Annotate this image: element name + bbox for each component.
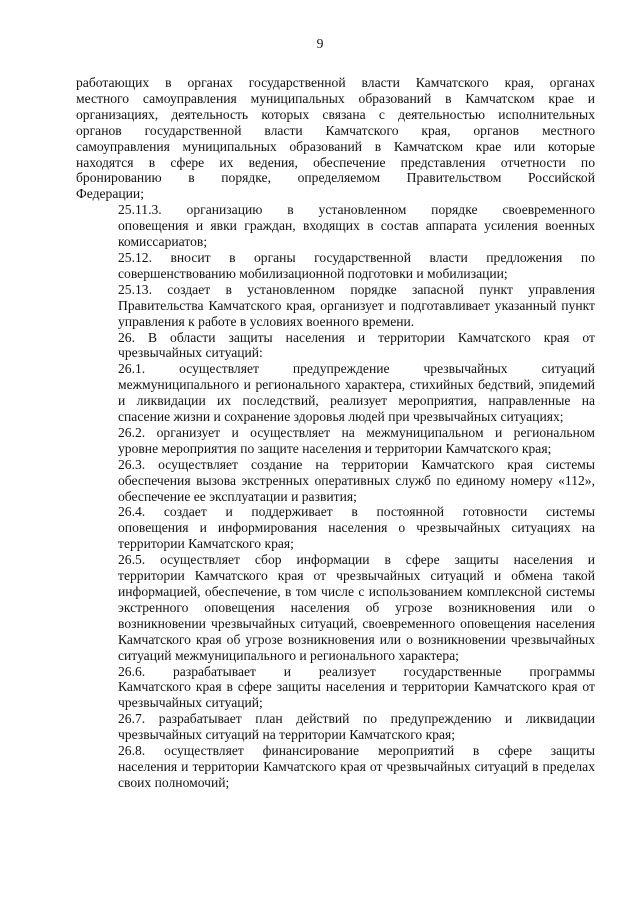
text-line: 26.8. осуществляет финансирование мероприятий в сфере защиты (118, 743, 595, 759)
paragraph-p7 (76, 425, 595, 457)
text-line: 26. В области защиты населения и территории Камчатского края от (118, 329, 595, 345)
text-line: 25.13. создает в установленном порядке запасной пункт управления (118, 281, 595, 297)
text-line: чрезвычайных ситуаций на территории Камчатского края; (118, 727, 456, 743)
paragraph-p12 (76, 711, 595, 743)
text-line: экстренного оповещения населения об угрозе возникновения или о (118, 599, 595, 615)
text-line: самоуправления муниципальных образований в Камчатском крае или которые (76, 138, 595, 154)
text-line: спасение жизни и сохранение здоровья людей при чрезвычайных ситуациях; (118, 409, 564, 425)
text-line: 26.5. осуществляет сбор информации в сфере защиты населения и (118, 552, 595, 568)
text-line: обеспечения вызова экстренных оперативных служб по единому номеру «112», (118, 472, 595, 488)
text-line: работающих в органах государственной власти Камчатского края, органах (76, 75, 595, 90)
text-line: 26.7. разрабатывает план действий по предупреждению и ликвидации (118, 711, 595, 727)
text-line: 26.6. разрабатывает и реализует государственные программы (118, 663, 595, 679)
text-line: территории Камчатского края от чрезвычайных ситуаций и обмена такой (118, 568, 595, 584)
text-line: обеспечение ее эксплуатации и развития; (118, 488, 357, 504)
page-number: 9 (316, 36, 324, 51)
text-line: возникновении чрезвычайных ситуаций, своевременного оповещения населения (118, 615, 595, 631)
text-line: Камчатского края об угрозе возникновения или о возникновении чрезвычайных (118, 631, 595, 647)
text-line: 25.12. вносит в органы государственной власти предложения по (118, 249, 595, 265)
text-line: 26.4. создает и поддерживает в постоянной готовности системы (118, 504, 595, 520)
text-line: чрезвычайных ситуаций: (118, 345, 263, 361)
text-line: территории Камчатского края; (118, 536, 294, 552)
text-line: 25.11.3. организацию в установленном порядке своевременного (118, 202, 595, 218)
text-line: 26.1. осуществляет предупреждение чрезвычайных ситуаций (118, 361, 595, 377)
text-line: Федерации; (76, 186, 144, 202)
text-line: совершенствованию мобилизационной подготовки и мобилизации; (118, 265, 508, 281)
paragraph-p8 (76, 457, 595, 505)
paragraph-p5 (76, 330, 595, 362)
text-line: организациях, деятельность которых связана с деятельностью исполнительных (76, 106, 595, 122)
paragraph-p13 (76, 743, 595, 791)
text-line: оповещения и информирования населения о чрезвычайных ситуациях на (118, 520, 595, 536)
text-line: комиссариатов; (118, 234, 208, 250)
text-line: органов государственной власти Камчатского края, органов местного (76, 122, 595, 138)
text-line: ситуаций межмуниципального и регионального характера; (118, 647, 459, 663)
text-line: и ликвидации их последствий, реализует мероприятия, направленные на (118, 393, 595, 409)
text-line: управления к работе в условиях военного времени. (118, 313, 415, 329)
text-line: бронированию в порядке, определяемом Правительством Российской (76, 170, 595, 186)
paragraph-p6 (76, 361, 595, 425)
text-line: информацией, обеспечение, в том числе с использованием комплексной системы (118, 584, 595, 599)
text-line: населения и территории Камчатского края от чрезвычайных ситуаций в пределах (118, 758, 595, 774)
text-line: Камчатского края в сфере защиты населения и территории Камчатского края от (118, 679, 595, 695)
text-line: 26.3. осуществляет создание на территории Камчатского края системы (118, 456, 595, 472)
paragraph-p2 (76, 202, 595, 250)
text-line: чрезвычайных ситуаций; (118, 695, 263, 711)
text-line: Правительства Камчатского края, организует и подготавливает указанный пункт (118, 297, 595, 313)
paragraph-p4 (76, 282, 595, 330)
text-line: 26.2. организует и осуществляет на межмуниципальном и региональном (118, 424, 595, 440)
text-line: оповещения и явки граждан, входящих в состав аппарата усиления военных (118, 218, 595, 234)
paragraph-p1 (76, 75, 595, 202)
paragraph-p11 (76, 664, 595, 712)
text-line: находятся в сфере их ведения, обеспечение представления отчетности по (76, 154, 595, 170)
paragraph-p10 (76, 552, 595, 663)
text-line: своих полномочий; (118, 774, 230, 790)
document-body (76, 75, 595, 791)
text-line: уровне мероприятия по защите населения и территории Камчатского края; (118, 440, 552, 456)
paragraph-p9 (76, 504, 595, 552)
text-line: местного самоуправления муниципальных образований в Камчатском крае и (76, 90, 595, 106)
text-line: межмуниципального и регионального характера, стихийных бедствий, эпидемий (118, 377, 595, 393)
paragraph-p3 (76, 250, 595, 282)
